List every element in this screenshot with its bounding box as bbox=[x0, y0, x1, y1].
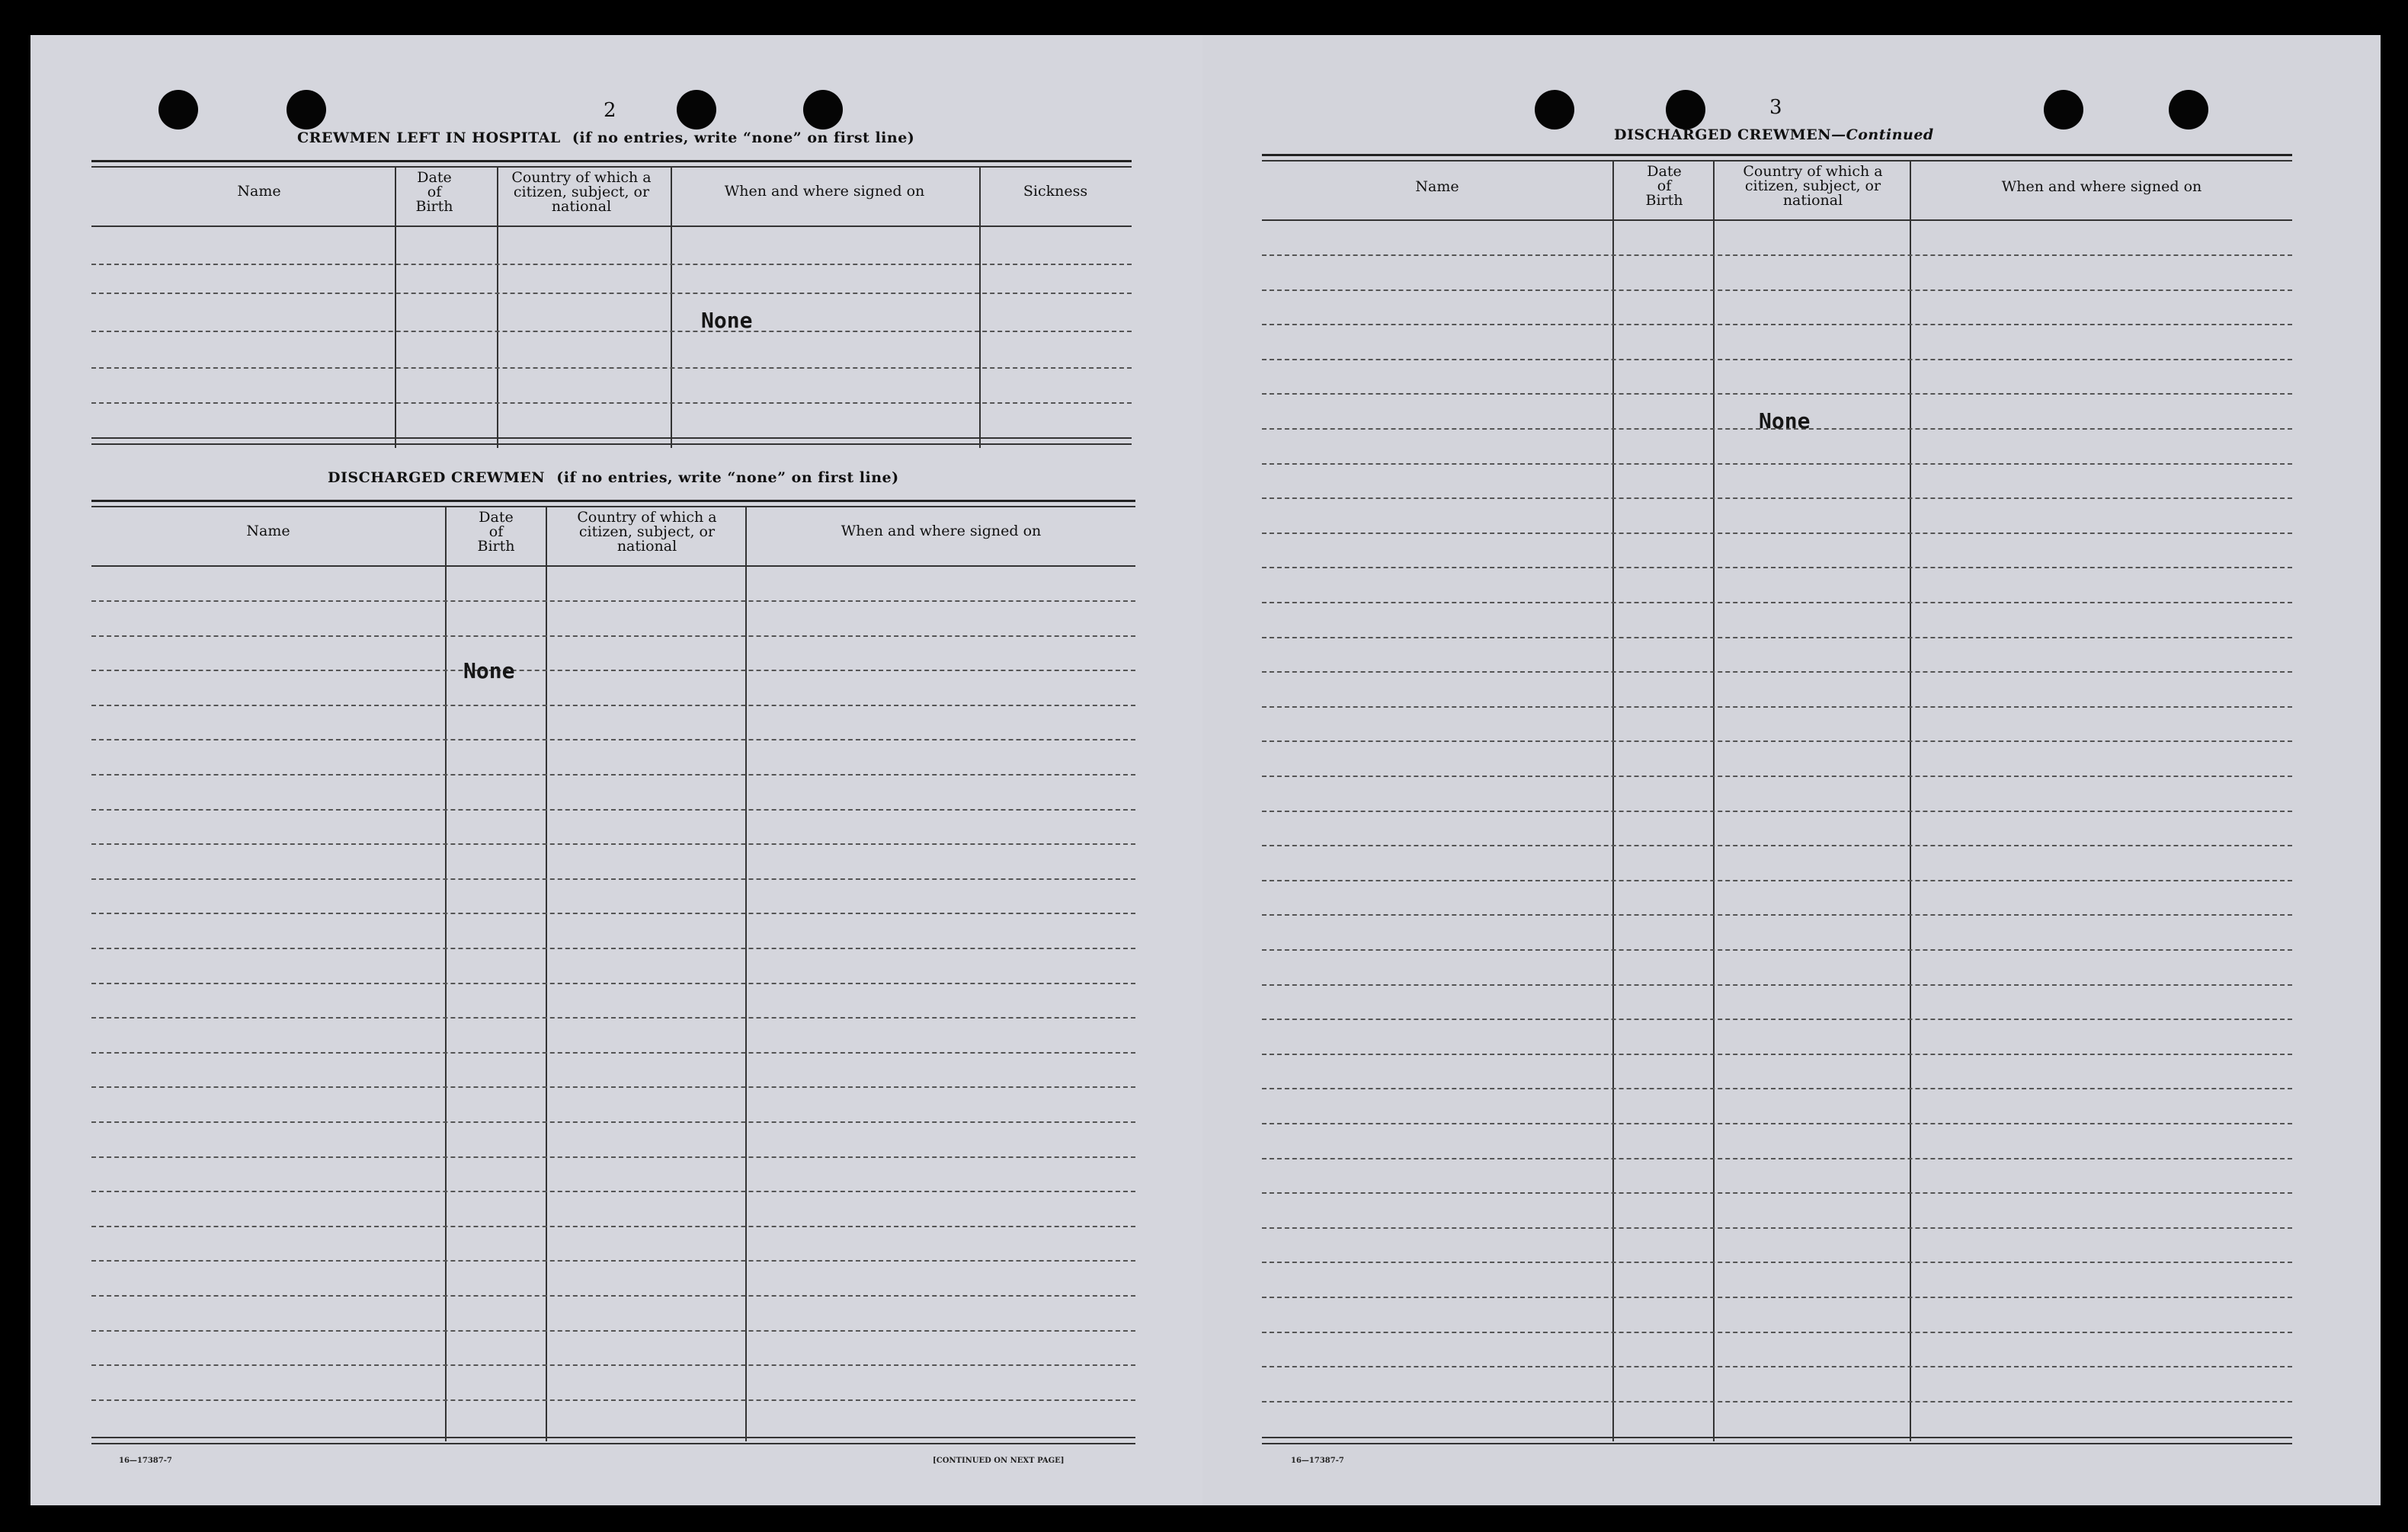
rule bbox=[1262, 1443, 2292, 1444]
entry-line bbox=[1262, 1401, 2292, 1402]
punch-hole bbox=[1666, 90, 1705, 130]
entry-line bbox=[91, 331, 1132, 332]
entry-line bbox=[91, 1017, 1135, 1019]
continued-note: [CONTINUED ON NEXT PAGE] bbox=[933, 1457, 1065, 1465]
hospital-instruction: (if no entries, write “none” on first line) bbox=[572, 130, 915, 146]
rule bbox=[91, 565, 1135, 567]
column-divider bbox=[395, 166, 396, 448]
entry-line bbox=[1262, 637, 2292, 638]
entry-line bbox=[1262, 359, 2292, 360]
page-number: 2 bbox=[604, 99, 616, 122]
entry-line bbox=[1262, 533, 2292, 534]
entry-line bbox=[91, 705, 1135, 706]
right-title-text: DISCHARGED CREWMEN bbox=[1614, 126, 1832, 143]
entry-line bbox=[1262, 1332, 2292, 1333]
punch-hole bbox=[803, 90, 843, 130]
header-signed: When and where signed on bbox=[2001, 178, 2202, 195]
entry-line bbox=[91, 913, 1135, 914]
entry-line bbox=[91, 367, 1132, 369]
form-number: 16—17387-7 bbox=[1291, 1457, 1344, 1465]
hospital-title-text: CREWMEN LEFT IN HOSPITAL bbox=[297, 130, 561, 146]
entry-line bbox=[1262, 567, 2292, 568]
discharged-entry: None bbox=[463, 658, 515, 683]
punch-hole bbox=[2169, 90, 2208, 130]
entry-line bbox=[1262, 740, 2292, 742]
right-page bbox=[1202, 35, 2381, 1505]
rule bbox=[91, 500, 1135, 502]
header-sickness: Sickness bbox=[1023, 183, 1088, 200]
rule bbox=[1262, 219, 2292, 221]
rule bbox=[91, 443, 1132, 445]
column-divider bbox=[1910, 160, 1911, 1441]
entry-line bbox=[1262, 1019, 2292, 1020]
page-number: 3 bbox=[1769, 96, 1782, 119]
entry-line bbox=[91, 1191, 1135, 1192]
entry-line bbox=[1262, 1297, 2292, 1298]
entry-line bbox=[1262, 1192, 2292, 1194]
right-title-suffix: —Continued bbox=[1831, 126, 1934, 143]
entry-line bbox=[1262, 1054, 2292, 1055]
entry-line bbox=[1262, 671, 2292, 673]
rule bbox=[91, 437, 1132, 439]
header-country: Country of which a citizen, subject, or national bbox=[511, 169, 652, 215]
header-dob: Date of Birth bbox=[1645, 163, 1683, 209]
entry-line bbox=[91, 1330, 1135, 1332]
entry-line bbox=[1262, 463, 2292, 465]
entry-line bbox=[91, 1364, 1135, 1366]
header-name: Name bbox=[1415, 178, 1459, 195]
rule bbox=[1262, 154, 2292, 156]
entry-line bbox=[1262, 1158, 2292, 1159]
column-divider bbox=[1612, 160, 1614, 1441]
punch-hole bbox=[2044, 90, 2083, 130]
discharged-section-title bbox=[328, 469, 899, 486]
header-country: Country of which a citizen, subject, or national bbox=[1743, 163, 1883, 209]
entry-line bbox=[1262, 845, 2292, 846]
column-divider bbox=[546, 506, 547, 1441]
discharged-instruction: (if no entries, write “none” on first line) bbox=[556, 469, 899, 486]
entry-line bbox=[91, 843, 1135, 845]
entry-line bbox=[1262, 1262, 2292, 1263]
entry-line bbox=[1262, 1366, 2292, 1367]
left-page bbox=[30, 35, 1204, 1505]
column-divider bbox=[979, 166, 981, 448]
entry-line bbox=[1262, 949, 2292, 951]
right-entry: None bbox=[1759, 408, 1811, 433]
rule bbox=[1262, 1437, 2292, 1438]
rule bbox=[91, 225, 1132, 227]
column-divider bbox=[745, 506, 747, 1441]
rule bbox=[1262, 160, 2292, 162]
hospital-section-title bbox=[297, 130, 914, 146]
header-signed: When and where signed on bbox=[724, 183, 925, 200]
entry-line bbox=[91, 670, 1135, 671]
right-section-title bbox=[1614, 126, 1934, 143]
entry-line bbox=[91, 739, 1135, 740]
entry-line bbox=[1262, 776, 2292, 777]
form-number: 16—17387-7 bbox=[119, 1457, 172, 1465]
entry-line bbox=[1262, 706, 2292, 708]
punch-hole bbox=[677, 90, 716, 130]
punch-hole bbox=[1535, 90, 1574, 130]
entry-line bbox=[1262, 880, 2292, 881]
entry-line bbox=[91, 402, 1132, 404]
entry-line bbox=[91, 1156, 1135, 1158]
column-divider bbox=[1713, 160, 1715, 1441]
header-signed: When and where signed on bbox=[841, 523, 1042, 539]
entry-line bbox=[1262, 497, 2292, 499]
rule bbox=[91, 506, 1135, 507]
column-divider bbox=[445, 506, 447, 1441]
entry-line bbox=[1262, 393, 2292, 395]
entry-line bbox=[91, 264, 1132, 265]
entry-line bbox=[1262, 602, 2292, 603]
entry-line bbox=[91, 948, 1135, 949]
entry-line bbox=[1262, 811, 2292, 812]
header-dob: Date of Birth bbox=[477, 509, 515, 555]
rule bbox=[91, 166, 1132, 168]
entry-line bbox=[91, 983, 1135, 984]
header-name: Name bbox=[237, 183, 281, 200]
punch-hole bbox=[159, 90, 198, 130]
entry-line bbox=[1262, 1227, 2292, 1229]
entry-line bbox=[91, 878, 1135, 880]
entry-line bbox=[91, 1121, 1135, 1123]
entry-line bbox=[91, 1399, 1135, 1401]
rule bbox=[91, 1443, 1135, 1444]
entry-line bbox=[91, 809, 1135, 811]
rule bbox=[91, 160, 1132, 162]
entry-line bbox=[1262, 914, 2292, 916]
entry-line bbox=[91, 1086, 1135, 1088]
entry-line bbox=[91, 1295, 1135, 1297]
entry-line bbox=[91, 293, 1132, 294]
hospital-entry: None bbox=[701, 308, 753, 333]
header-name: Name bbox=[246, 523, 290, 539]
entry-line bbox=[1262, 324, 2292, 325]
entry-line bbox=[1262, 289, 2292, 291]
punch-hole bbox=[287, 90, 326, 130]
discharged-title-text: DISCHARGED CREWMEN bbox=[328, 469, 546, 486]
header-country: Country of which a citizen, subject, or national bbox=[577, 509, 717, 555]
entry-line bbox=[91, 1260, 1135, 1262]
entry-line bbox=[91, 1226, 1135, 1227]
entry-line bbox=[91, 600, 1135, 602]
entry-line bbox=[91, 635, 1135, 637]
entry-line bbox=[1262, 984, 2292, 986]
entry-line bbox=[91, 774, 1135, 776]
header-dob: Date of Birth bbox=[415, 169, 453, 215]
entry-line bbox=[91, 1052, 1135, 1054]
entry-line bbox=[1262, 254, 2292, 256]
column-divider bbox=[671, 166, 672, 448]
entry-line bbox=[1262, 1123, 2292, 1124]
column-divider bbox=[497, 166, 498, 448]
entry-line bbox=[1262, 1088, 2292, 1089]
rule bbox=[91, 1437, 1135, 1438]
